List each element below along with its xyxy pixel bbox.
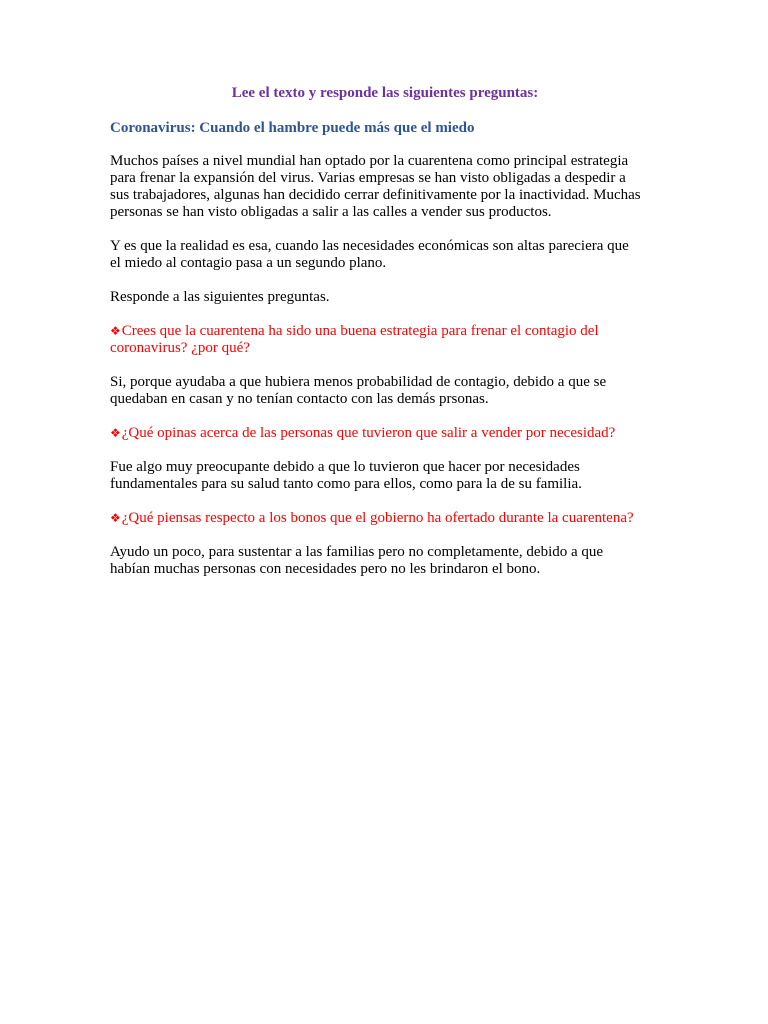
instruction-heading: Lee el texto y responde las siguientes preguntas: <box>231 85 539 101</box>
document-content <box>110 85 660 595</box>
questions-prompt: Responde a las siguientes preguntas. <box>110 289 330 305</box>
question-1 <box>110 323 660 357</box>
article-title: Coronavirus: Cuando el hambre puede más que el miedo <box>110 120 475 136</box>
answer-2: Fue algo muy preocupante debido a que lo tuvieron que hacer por necesidades fundamentales para su salud tanto como para ellos, como para la de su familia. <box>110 459 582 492</box>
body-paragraph-1: Muchos países a nivel mundial han optado por la cuarentena como principal estrategia para frenar la expansión del virus. Varias empresas se han visto obligadas a despedir a sus trabajadores, algunas han decidido cerrar definitivamente por la inactividad. Muchas personas se han visto obligadas a salir a las calles a vender sus productos. <box>110 153 641 220</box>
answer-3: Ayudo un poco, para sustentar a las familias pero no completamente, debido a que habían muchas personas con necesidades pero no les brindaron el bono. <box>110 544 604 577</box>
question-1-text: Crees que la cuarentena ha sido una buena estrategia para frenar el contagio del coronavirus? ¿por qué? <box>110 323 599 356</box>
question-2-text: ¿Qué opinas acerca de las personas que tuvieron que salir a vender por necesidad? <box>121 425 616 441</box>
question-3-text: ¿Qué piensas respecto a los bonos que el gobierno ha ofertado durante la cuarentena? <box>121 510 634 526</box>
question-3 <box>110 510 660 527</box>
diamond-bullet-icon: ❖ <box>110 511 121 525</box>
question-2 <box>110 425 660 442</box>
diamond-bullet-icon: ❖ <box>110 324 121 338</box>
diamond-bullet-icon: ❖ <box>110 426 121 440</box>
body-paragraph-2: Y es que la realidad es esa, cuando las necesidades económicas son altas pareciera que el miedo al contagio pasa a un segundo plano. <box>110 238 629 271</box>
answer-1: Si, porque ayudaba a que hubiera menos probabilidad de contagio, debido a que se quedaban en casan y no tenían contacto con las demás prsonas. <box>110 374 607 407</box>
